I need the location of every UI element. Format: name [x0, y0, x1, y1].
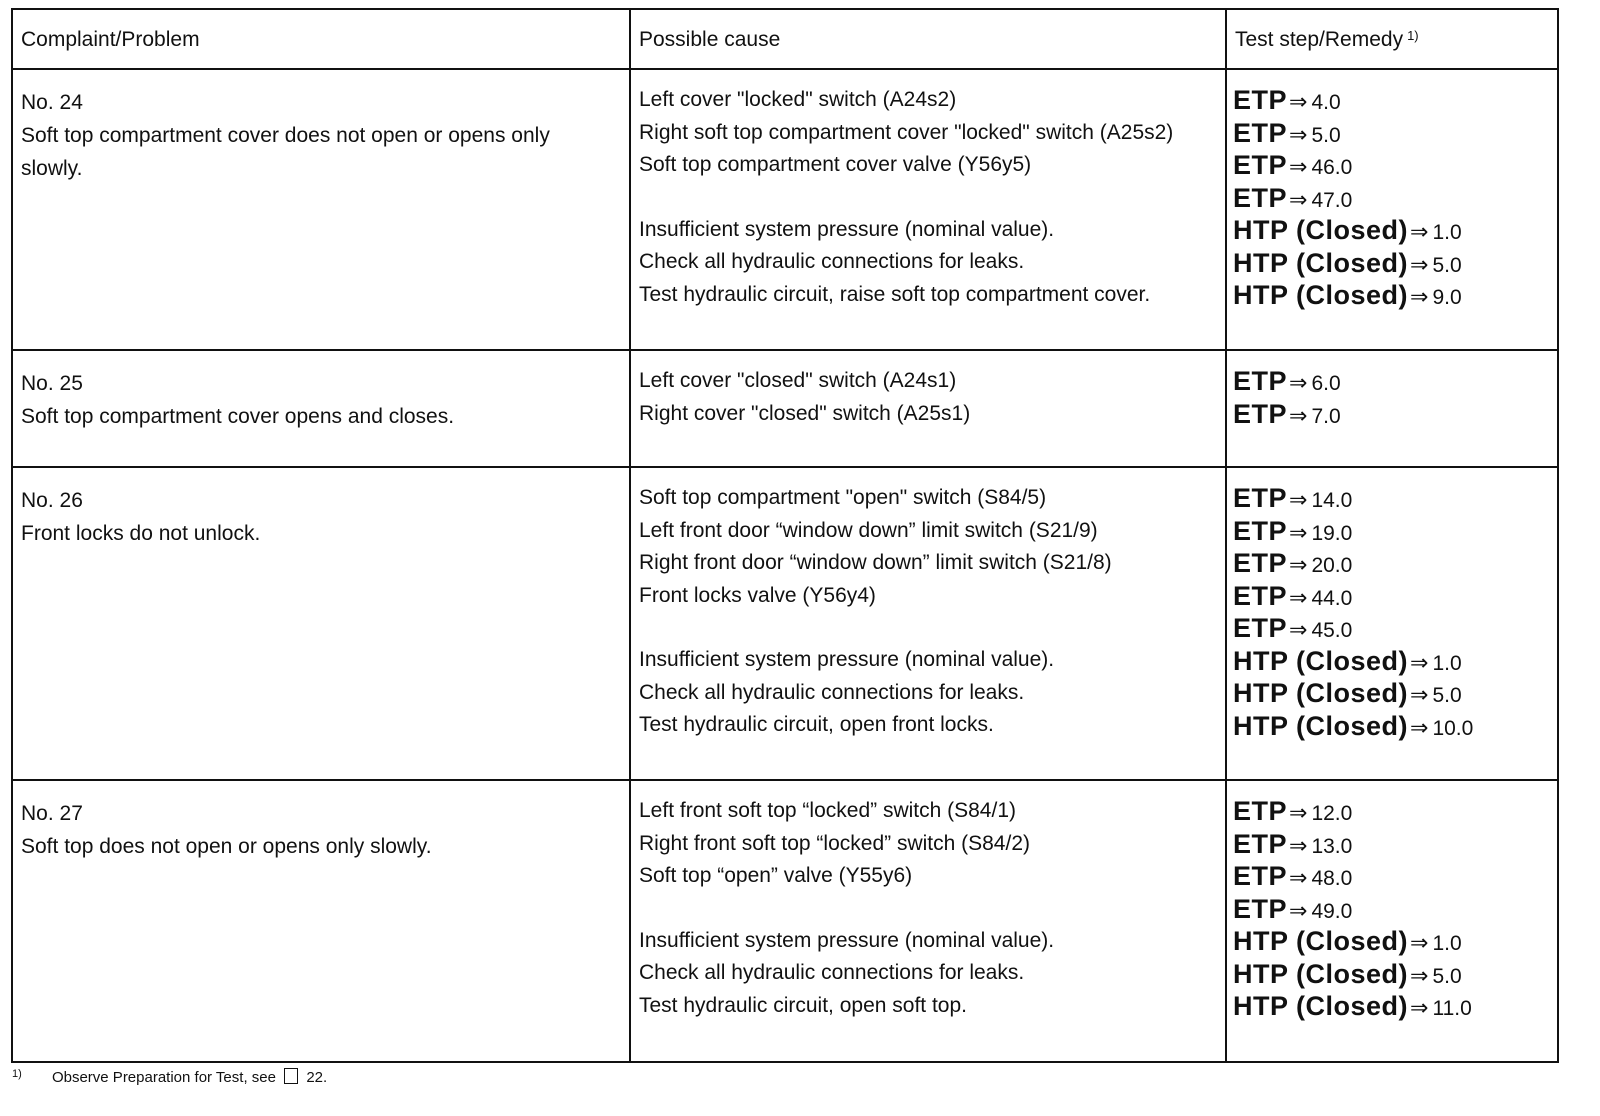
header-remedy — [1226, 9, 1558, 69]
remedy-code: ETP — [1233, 117, 1288, 148]
footnote-ref: 22. — [306, 1069, 328, 1086]
complaint-cell — [12, 350, 630, 467]
remedy-item — [1233, 677, 1557, 710]
remedy-item — [1233, 795, 1557, 828]
remedy-code: ETP — [1233, 893, 1288, 924]
cause-cell — [630, 350, 1226, 467]
remedy-item — [1233, 990, 1557, 1023]
remedy-step: 1.0 — [1432, 221, 1462, 244]
cause-cell — [630, 69, 1226, 350]
arrow-icon: ⇒ — [1410, 962, 1429, 988]
remedy-code: ETP — [1233, 828, 1288, 859]
remedy-item — [1233, 580, 1557, 613]
remedy-step: 1.0 — [1432, 932, 1462, 955]
remedy-item — [1233, 247, 1557, 280]
book-reference-icon — [284, 1068, 298, 1084]
cause-item: Front locks valve (Y56y4) — [639, 583, 876, 607]
remedy-code: ETP — [1233, 548, 1288, 578]
remedy-step: 6.0 — [1311, 372, 1341, 395]
remedy-code: HTP (Closed) — [1233, 926, 1409, 956]
remedy-step: 5.0 — [1432, 253, 1462, 277]
remedy-step: 44.0 — [1311, 586, 1353, 610]
cause-item: Left cover "locked" switch (A24s2) — [639, 88, 957, 111]
remedy-code: ETP — [1233, 182, 1288, 213]
arrow-icon: ⇒ — [1410, 219, 1429, 244]
table-row — [12, 467, 1558, 780]
cause-spacer — [639, 182, 1225, 214]
cause-item: Soft top compartment cover valve (Y56y5) — [639, 153, 1032, 176]
remedy-item — [1233, 612, 1557, 645]
arrow-icon: ⇒ — [1410, 649, 1429, 675]
cause-item: Right cover "closed" switch (A25s1) — [639, 401, 971, 425]
complaint-number: No. 25 — [21, 372, 83, 395]
complaint-cell — [12, 467, 630, 780]
arrow-icon: ⇒ — [1289, 519, 1308, 545]
remedy-step: 9.0 — [1432, 286, 1462, 309]
remedy-code: ETP — [1233, 483, 1288, 513]
complaint-text: Soft top does not open or opens only slowly. — [21, 835, 432, 858]
remedy-code: HTP (Closed) — [1233, 710, 1409, 741]
remedy-step: 45.0 — [1311, 619, 1353, 642]
remedy-step: 5.0 — [1432, 964, 1462, 988]
remedy-item — [1233, 925, 1557, 958]
remedy-item — [1233, 117, 1557, 150]
arrow-icon: ⇒ — [1289, 897, 1308, 923]
arrow-icon: ⇒ — [1289, 832, 1308, 858]
remedy-item — [1233, 645, 1557, 678]
remedy-item — [1233, 214, 1557, 247]
arrow-icon: ⇒ — [1410, 930, 1429, 955]
remedy-code: HTP (Closed) — [1233, 215, 1409, 245]
remedy-step: 11.0 — [1432, 997, 1472, 1020]
cause-item: Insufficient system pressure (nominal value). — [639, 928, 1055, 952]
remedy-step: 47.0 — [1311, 188, 1353, 212]
remedy-item — [1233, 279, 1557, 312]
diagnosis-table — [11, 8, 1559, 1063]
arrow-icon: ⇒ — [1289, 800, 1308, 825]
cause-item: Soft top compartment "open" switch (S84/5) — [639, 486, 1047, 509]
remedy-item — [1233, 958, 1557, 991]
arrow-icon: ⇒ — [1410, 284, 1429, 309]
remedy-item — [1233, 860, 1557, 893]
remedy-code: ETP — [1233, 398, 1288, 429]
table-header-row — [12, 9, 1558, 69]
cause-spacer — [639, 612, 1225, 644]
remedy-code: HTP (Closed) — [1233, 678, 1409, 708]
arrow-icon: ⇒ — [1289, 552, 1308, 577]
remedy-step: 13.0 — [1311, 834, 1353, 858]
remedy-cell — [1226, 780, 1558, 1062]
arrow-icon: ⇒ — [1289, 617, 1308, 642]
table-row — [12, 350, 1558, 467]
remedy-cell — [1226, 467, 1558, 780]
cause-item: Check all hydraulic connections for leaks. — [639, 680, 1025, 704]
remedy-code: ETP — [1233, 796, 1288, 826]
complaint-cell — [12, 69, 630, 350]
cause-item: Right front door “window down” limit switch (S21/8) — [639, 551, 1112, 574]
cause-cell — [630, 467, 1226, 780]
arrow-icon: ⇒ — [1410, 251, 1429, 277]
cause-item: Insufficient system pressure (nominal value). — [639, 217, 1055, 241]
footnote-text: Observe Preparation for Test, see — [51, 1069, 276, 1086]
remedy-code: HTP (Closed) — [1233, 645, 1409, 676]
remedy-code: ETP — [1233, 861, 1288, 891]
cause-item: Right soft top compartment cover "locked" switch (A25s2) — [639, 120, 1174, 144]
remedy-code: ETP — [1233, 580, 1288, 611]
remedy-item — [1233, 482, 1557, 515]
complaint-cell — [12, 780, 630, 1062]
remedy-step: 12.0 — [1311, 802, 1353, 825]
arrow-icon: ⇒ — [1289, 402, 1308, 428]
remedy-code: ETP — [1233, 613, 1288, 643]
arrow-icon: ⇒ — [1410, 682, 1429, 707]
cause-cell — [630, 780, 1226, 1062]
cause-item: Insufficient system pressure (nominal value). — [639, 648, 1055, 671]
arrow-icon: ⇒ — [1289, 89, 1308, 114]
remedy-step: 49.0 — [1311, 899, 1353, 923]
complaint-number: No. 27 — [21, 802, 83, 825]
header-complaint: Complaint/Problem — [12, 9, 630, 69]
arrow-icon: ⇒ — [1289, 487, 1308, 512]
remedy-code: HTP (Closed) — [1233, 247, 1409, 278]
cause-item: Test hydraulic circuit, open soft top. — [639, 993, 967, 1017]
table-row — [12, 780, 1558, 1062]
arrow-icon: ⇒ — [1289, 865, 1308, 890]
remedy-code: ETP — [1233, 366, 1288, 396]
remedy-step: 5.0 — [1432, 684, 1462, 707]
arrow-icon: ⇒ — [1289, 154, 1308, 179]
cause-item: Left cover "closed" switch (A24s1) — [639, 369, 957, 392]
remedy-code: ETP — [1233, 150, 1288, 180]
remedy-step: 48.0 — [1311, 867, 1353, 890]
cause-item: Test hydraulic circuit, open front locks. — [639, 713, 994, 736]
arrow-icon: ⇒ — [1289, 186, 1308, 212]
cause-item: Left front soft top “locked” switch (S84/1) — [639, 799, 1016, 822]
cause-item: Check all hydraulic connections for leaks. — [639, 250, 1025, 273]
cause-item: Left front door “window down” limit switch (S21/9) — [639, 518, 1098, 542]
remedy-step: 5.0 — [1311, 123, 1341, 147]
complaint-text: Soft top compartment cover opens and closes. — [21, 405, 455, 428]
cause-item: Soft top “open” valve (Y55y6) — [639, 864, 913, 887]
cause-spacer — [639, 893, 1225, 925]
remedy-item — [1233, 149, 1557, 182]
complaint-number: No. 26 — [21, 489, 83, 512]
remedy-code: HTP (Closed) — [1233, 280, 1409, 310]
remedy-item — [1233, 710, 1557, 743]
arrow-icon: ⇒ — [1289, 370, 1308, 395]
remedy-item — [1233, 828, 1557, 861]
remedy-step: 46.0 — [1311, 156, 1353, 179]
remedy-code: ETP — [1233, 85, 1288, 115]
cause-item: Check all hydraulic connections for leaks. — [639, 961, 1025, 984]
remedy-cell — [1226, 350, 1558, 467]
arrow-icon: ⇒ — [1410, 995, 1429, 1020]
complaint-number: No. 24 — [21, 91, 83, 114]
remedy-step: 19.0 — [1311, 521, 1353, 545]
remedy-item — [1233, 893, 1557, 926]
remedy-item — [1233, 182, 1557, 215]
remedy-code: HTP (Closed) — [1233, 991, 1409, 1021]
remedy-step: 1.0 — [1432, 651, 1462, 675]
remedy-item — [1233, 365, 1557, 398]
footnote — [12, 1068, 327, 1086]
remedy-item — [1233, 398, 1557, 431]
remedy-step: 10.0 — [1432, 716, 1474, 740]
remedy-step: 4.0 — [1311, 91, 1341, 114]
cause-item: Test hydraulic circuit, raise soft top compartment cover. — [639, 282, 1151, 306]
arrow-icon: ⇒ — [1289, 121, 1308, 147]
header-cause: Possible cause — [630, 9, 1226, 69]
complaint-text: Soft top compartment cover does not open or opens only slowly. — [21, 124, 550, 180]
header-footnote-mark: 1) — [1407, 28, 1419, 43]
complaint-text: Front locks do not unlock. — [21, 522, 261, 545]
remedy-code: HTP (Closed) — [1233, 958, 1409, 989]
arrow-icon: ⇒ — [1289, 584, 1308, 610]
header-remedy-label: Test step/Remedy — [1235, 28, 1404, 51]
remedy-code: ETP — [1233, 515, 1288, 546]
remedy-item — [1233, 515, 1557, 548]
remedy-step: 7.0 — [1311, 404, 1341, 428]
remedy-item — [1233, 547, 1557, 580]
cause-item: Right front soft top “locked” switch (S84/2) — [639, 831, 1030, 855]
table-row — [12, 69, 1558, 350]
arrow-icon: ⇒ — [1410, 714, 1429, 740]
remedy-cell — [1226, 69, 1558, 350]
remedy-step: 20.0 — [1311, 554, 1353, 577]
footnote-mark: 1) — [12, 1068, 22, 1080]
remedy-item — [1233, 84, 1557, 117]
remedy-step: 14.0 — [1311, 489, 1353, 512]
